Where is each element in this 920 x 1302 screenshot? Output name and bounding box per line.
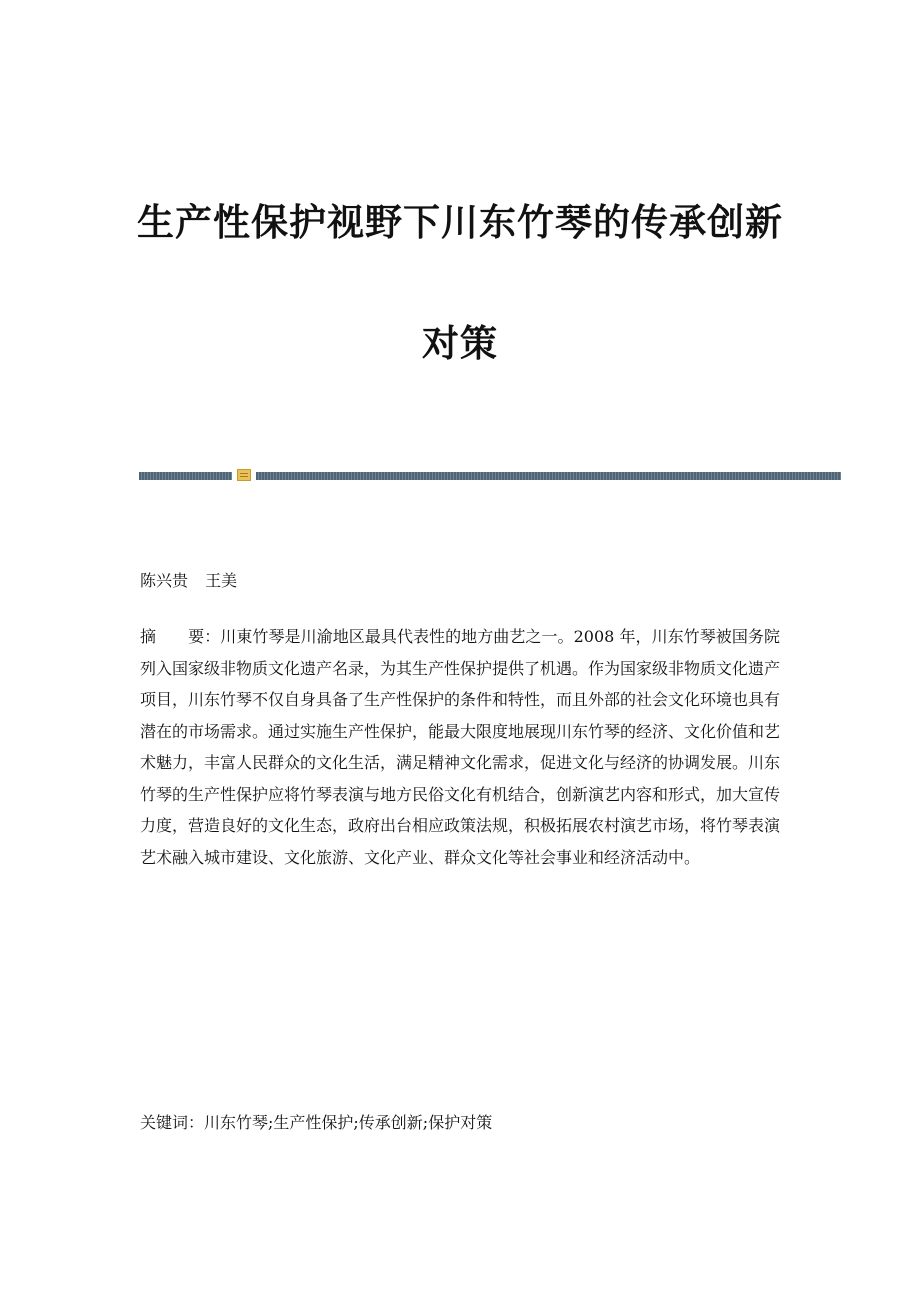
abstract-label: 摘 要： xyxy=(140,627,221,646)
divider-bar-left xyxy=(139,472,232,480)
keywords-text: 川东竹琴;生产性保护;传承创新;保护对策 xyxy=(204,1113,493,1132)
author-name: 陈兴贵 xyxy=(140,571,189,590)
keywords-line xyxy=(140,1110,492,1133)
abstract-text: 川東竹琴是川渝地区最具代表性的地方曲艺之一。2008 年，川东竹琴被国务院列入国家级非物质文化遗产名录，为其生产性保护提供了机遇。作为国家级非物质文化遗产项目，川东竹琴不仅自身具备了生产性保护的条件和特性，而且外部的社会文化环境也具有潜在的市场需求。通过实施生产性保护，能最大限度地展现川东竹琴的经济、文化价值和艺术魅力，丰富人民群众的文化生活，满足精神文化需求，促进文化与经济的协调发展。川东竹琴的生产性保护应将竹琴表演与地方民俗文化有机结合，创新演艺内容和形式，加大宣传力度，营造良好的文化生态，政府出台相应政策法规，积极拓展农村演艺市场，将竹琴表演艺术融入城市建设、文化旅游、文化产业、群众文化等社会事业和经济活动中。 xyxy=(140,627,781,867)
envelope-ornament-icon xyxy=(237,469,251,481)
paper-title-line-1: 生产性保护视野下川东竹琴的传承创新 xyxy=(137,201,783,244)
divider-bar-right xyxy=(256,472,841,480)
keywords-label: 关键词： xyxy=(140,1113,205,1132)
title-divider xyxy=(139,472,841,480)
abstract-paragraph xyxy=(140,621,780,873)
author-list xyxy=(140,568,237,591)
paper-title-line-2: 对策 xyxy=(422,322,498,365)
author-name: 王美 xyxy=(205,571,238,590)
